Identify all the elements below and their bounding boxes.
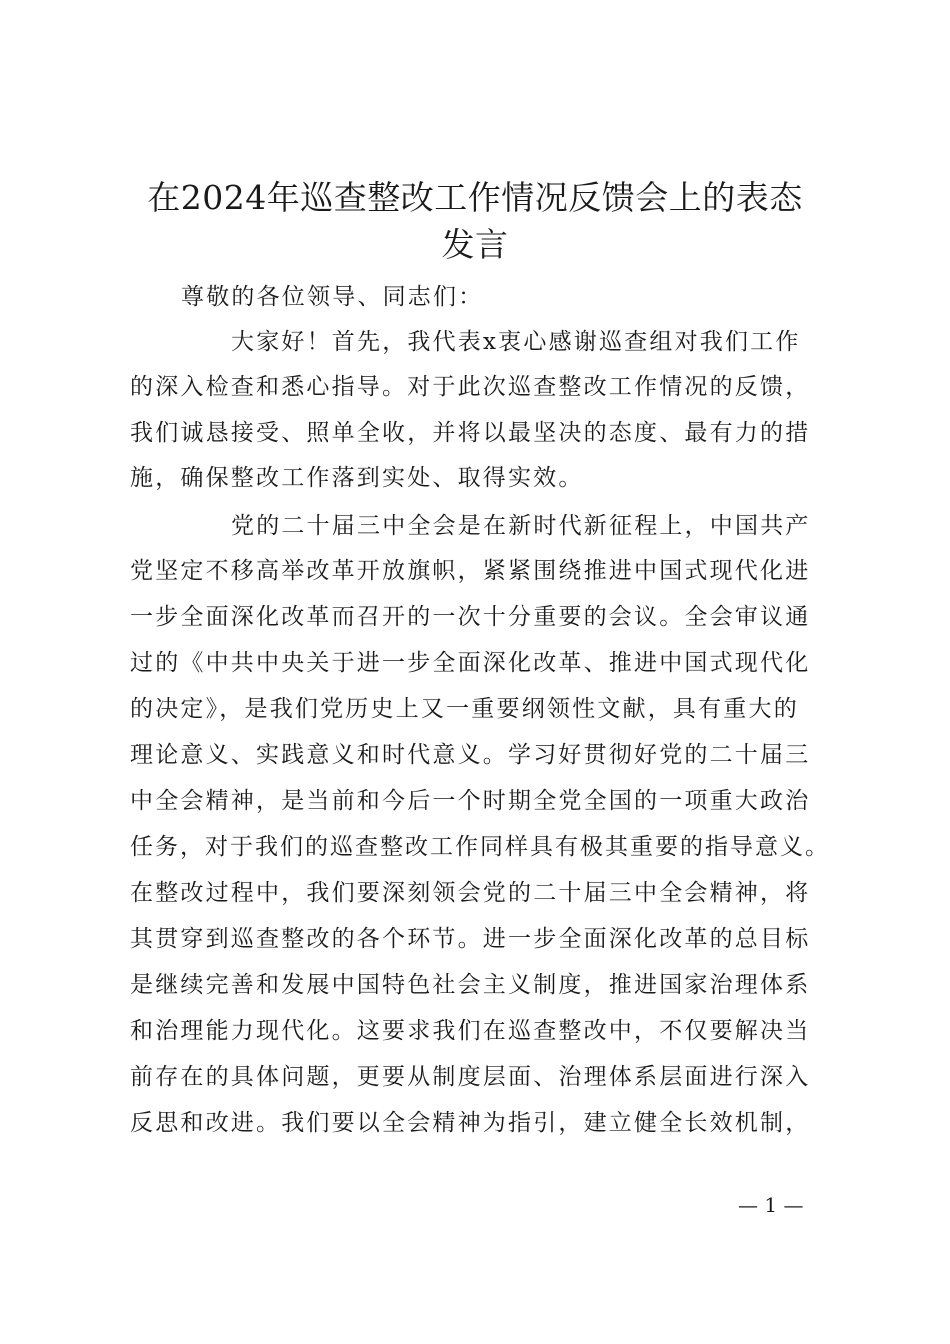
paragraph-2-line: 反思和改进。我们要以全会精神为指引，建立健全长效机制， xyxy=(130,1110,811,1136)
paragraph-2-line: 中全会精神，是当前和今后一个时期全党全国的一项重大政治 xyxy=(130,788,811,814)
paragraph-1-line: 大家好！首先，我代表x衷心感谢巡查组对我们工作 xyxy=(231,329,801,355)
paragraph-2-line: 一步全面深化改革而召开的一次十分重要的会议。全会审议通 xyxy=(130,604,811,630)
paragraph-2-line: 和治理能力现代化。这要求我们在巡查整改中，不仅要解决当 xyxy=(130,1018,811,1044)
document-title-line-1: 在2024年巡查整改工作情况反馈会上的表态 xyxy=(147,178,803,217)
paragraph-2-line: 过的《中共中央关于进一步全面深化改革、推进中国式现代化 xyxy=(130,650,811,676)
paragraph-2-line: 党的二十届三中全会是在新时代新征程上，中国共产 xyxy=(231,513,811,539)
paragraph-1-line: 的深入检查和悉心指导。对于此次巡查整改工作情况的反馈， xyxy=(130,374,811,400)
paragraph-2-line: 的决定》，是我们党历史上又一重要纲领性文献，具有重大的 xyxy=(130,696,799,722)
salutation: 尊敬的各位领导、同志们： xyxy=(181,284,484,310)
paragraph-2-line: 党坚定不移高举改革开放旗帜，紧紧围绕推进中国式现代化进 xyxy=(130,558,811,584)
paragraph-1-line: 我们诚恳接受、照单全收，并将以最坚决的态度、最有力的措 xyxy=(130,420,811,446)
paragraph-2-line: 前存在的具体问题，更要从制度层面、治理体系层面进行深入 xyxy=(130,1064,811,1090)
paragraph-2-line: 理论意义、实践意义和时代意义。学习好贯彻好党的二十届三 xyxy=(130,742,811,768)
paragraph-2-line: 是继续完善和发展中国特色社会主义制度，推进国家治理体系 xyxy=(130,972,811,998)
paragraph-2-line: 任务，对于我们的巡查整改工作同样具有极其重要的指导意义。 xyxy=(130,834,830,860)
page-number: — 1 — xyxy=(738,1193,804,1217)
document-title-line-2: 发言 xyxy=(441,225,509,264)
paragraph-2-line: 其贯穿到巡查整改的各个环节。进一步全面深化改革的总目标 xyxy=(130,926,811,952)
paragraph-1-line: 施，确保整改工作落到实处、取得实效。 xyxy=(130,465,584,491)
paragraph-2-line: 在整改过程中，我们要深刻领会党的二十届三中全会精神，将 xyxy=(130,880,811,906)
